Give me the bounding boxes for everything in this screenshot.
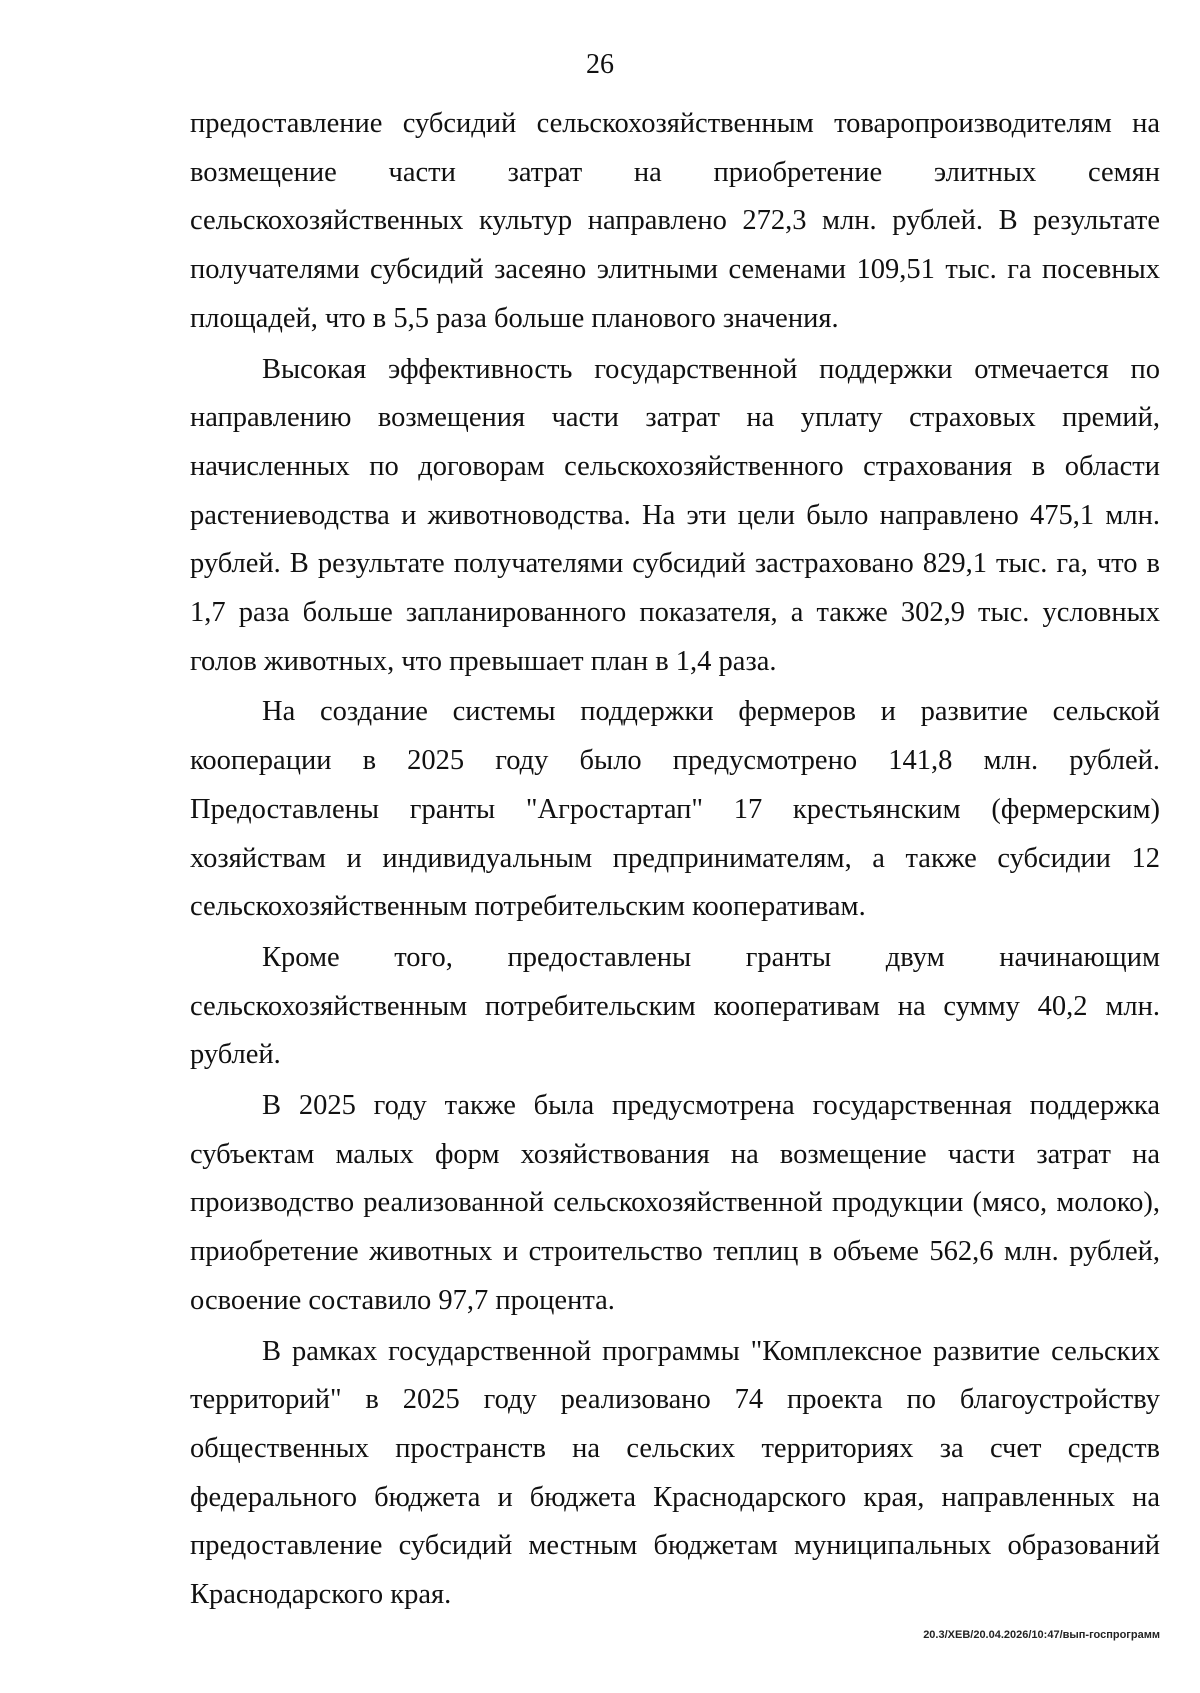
paragraph-rural-development: В рамках государственной программы "Комплексное развитие сельских территорий" в 2025 году реализовано 74 проекта по благоустройству общественных пространств на сельских территориях за счет средств федерального бюджета и бюджета Краснодарского края, направленных на предоставление субсидий местным бюджетам муниципальных образований Краснодарского края. xyxy=(190,1335,1160,1611)
page-number: 26 xyxy=(586,49,614,80)
document-body xyxy=(190,100,1160,1622)
document-footer-reference: 20.3/ХЕВ/20.04.2026/10:47/вып-госпрограмм xyxy=(923,1629,1160,1641)
paragraph-small-farms: В 2025 году также была предусмотрена государственная поддержка субъектам малых форм хозяйствования на возмещение части затрат на производство реализованной сельскохозяйственной продукции (мясо, молоко), приобретение животных и строительство теплиц в объеме 562,6 млн. рублей, освоение составило 97,7 процента. xyxy=(190,1090,1160,1316)
paragraph-elite-seeds: предоставление субсидий сельскохозяйственным товаропроизводителям на возмещение части затрат на приобретение элитных семян сельскохозяйственных культур направлено 272,3 млн. рублей. В результате получателями субсидий засеяно элитными семенами 109,51 тыс. га посевных площадей, что в 5,5 раза больше планового значения. xyxy=(190,108,1160,334)
paragraph-cooperative-grants: Кроме того, предоставлены гранты двум начинающим сельскохозяйственным потребительским кооперативам на сумму 40,2 млн. рублей. xyxy=(190,941,1160,1071)
paragraph-insurance: Высокая эффективность государственной поддержки отмечается по направлению возмещения части затрат на уплату страховых премий, начисленных по договорам сельскохозяйственного страхования в области растениеводства и животноводства. На эти цели было направлено 475,1 млн. рублей. В результате получателями субсидий застраховано 829,1 тыс. га, что в 1,7 раза больше запланированного показателя, а также 302,9 тыс. условных голов животных, что превышает план в 1,4 раза. xyxy=(190,353,1160,677)
paragraph-farmer-support: На создание системы поддержки фермеров и развитие сельской кооперации в 2025 году было предусмотрено 141,8 млн. рублей. Предоставлены гранты "Агростартап" 17 крестьянским (фермерским) хозяйствам и индивидуальным предпринимателям, а также субсидии 12 сельскохозяйственным потребительским кооперативам. xyxy=(190,696,1160,923)
